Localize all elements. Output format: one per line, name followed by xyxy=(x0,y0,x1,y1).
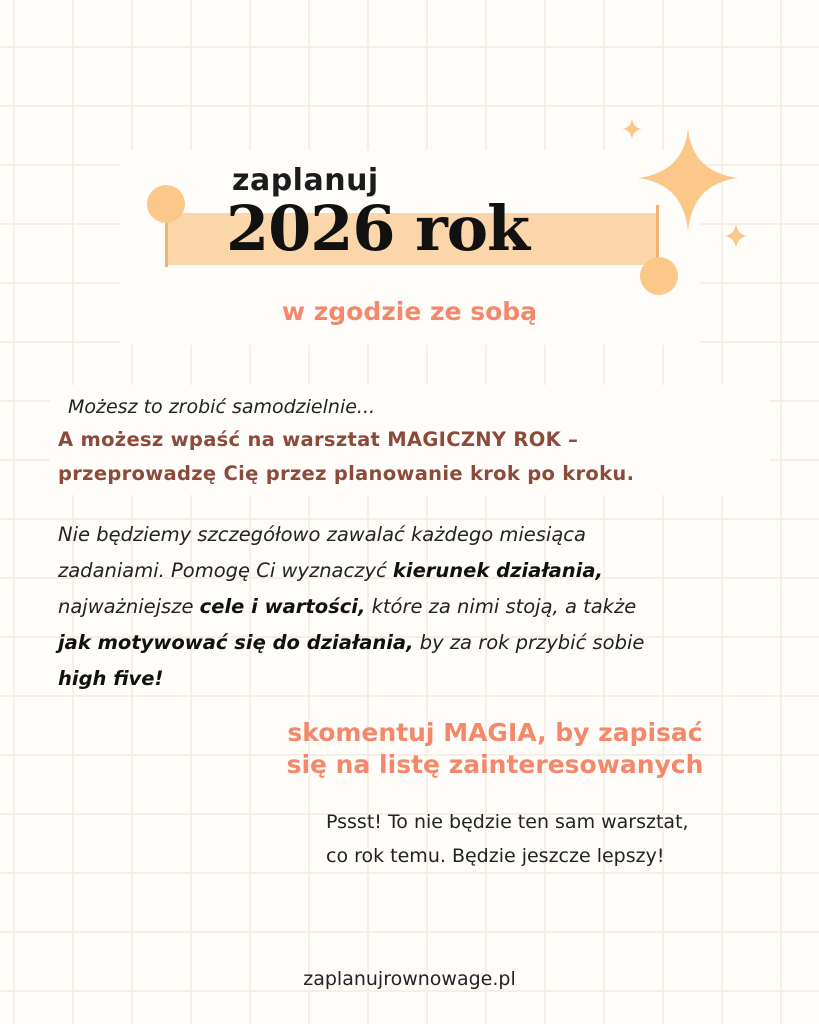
call-to-action xyxy=(230,717,760,781)
header-kicker: zaplanuj xyxy=(232,163,379,198)
decor-circle-left xyxy=(147,185,185,223)
body-line-3: najważniejsze cele i wartości, które za nimi stoją, a także xyxy=(58,595,637,618)
bold-direction: kierunek działania, xyxy=(392,559,603,582)
bold-motivation: jak motywować się do działania, xyxy=(58,631,414,654)
cta-line-2: się na listę zainteresowanych xyxy=(286,750,704,779)
intro-text: Możesz to zrobić samodzielnie... xyxy=(68,396,376,418)
body-line-4: jak motywować się do działania, by za rok przybić sobie xyxy=(58,631,645,654)
page-subtitle: w zgodzie ze sobą xyxy=(281,297,538,326)
note-line-1: Pssst! To nie będzie ten sam warsztat, xyxy=(326,811,689,833)
bold-goals: cele i wartości, xyxy=(199,595,366,618)
workshop-highlight-line-2: przeprowadzę Cię przez planowanie krok po kroku. xyxy=(58,462,635,485)
sparkle-large xyxy=(638,128,738,232)
body-line-2: zadaniami. Pomogę Ci wyznaczyć kierunek działania, xyxy=(58,559,603,582)
workshop-highlight-line-1: A możesz wpaść na warsztat MAGICZNY ROK – xyxy=(58,428,579,451)
note-line-2: co rok temu. Będzie jeszcze lepszy! xyxy=(326,845,665,867)
body-line-1: Nie będziemy szczegółowo zawalać każdego miesiąca xyxy=(58,523,586,546)
body-paragraph xyxy=(58,517,758,697)
decor-circle-right xyxy=(640,257,678,295)
sparkle-small-top xyxy=(622,118,642,140)
page-title: 2026 rok xyxy=(226,192,530,265)
sparkle-small-right xyxy=(725,223,747,249)
body-line-5 xyxy=(58,661,758,697)
bold-high-five: high five! xyxy=(58,667,164,690)
cta-line-1: skomentuj MAGIA, by zapisać xyxy=(287,718,703,747)
sparkle-icon xyxy=(620,110,760,260)
footer-website: zaplanujrownowage.pl xyxy=(303,968,516,990)
note-text xyxy=(326,805,689,873)
